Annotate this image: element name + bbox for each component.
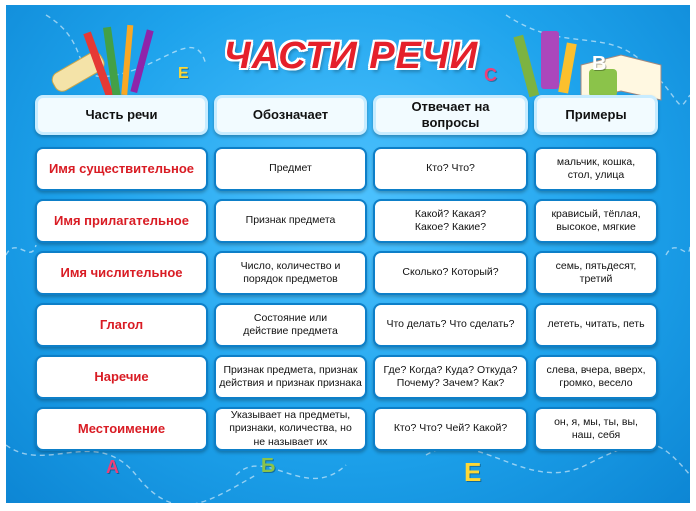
- row-questions: Что делать? Что сделать?: [373, 303, 528, 347]
- poster: [6, 5, 690, 503]
- row-meaning: Признак предмета: [214, 199, 367, 243]
- row-part-name: Имя существительное: [35, 147, 208, 191]
- row-part-name: Наречие: [35, 355, 208, 399]
- header-questions: Отвечает на вопросы: [373, 95, 528, 135]
- header-meaning: Обозначает: [214, 95, 367, 135]
- row-meaning: Число, количество и порядок предметов: [214, 251, 367, 295]
- header-examples: Примеры: [534, 95, 658, 135]
- decorative-letter: Б: [261, 455, 276, 477]
- decorative-letter: А: [106, 457, 119, 477]
- page-title: ЧАСТИ РЕЧИ: [223, 35, 479, 77]
- decorative-letter: С: [484, 65, 497, 85]
- row-examples: лететь, читать, петь: [534, 303, 658, 347]
- row-part-name: Глагол: [35, 303, 208, 347]
- row-questions: Где? Когда? Куда? Откуда? Почему? Зачем? Как?: [373, 355, 528, 399]
- row-questions: Кто? Что?: [373, 147, 528, 191]
- row-part-name: Имя прилагательное: [35, 199, 208, 243]
- decorative-letter: Е: [464, 457, 482, 487]
- row-examples: крависый, тёплая, высокое, мягкие: [534, 199, 658, 243]
- row-part-name: Имя числительное: [35, 251, 208, 295]
- row-examples: слева, вчера, вверх, громко, весело: [534, 355, 658, 399]
- row-questions: Кто? Что? Чей? Какой?: [373, 407, 528, 451]
- scroll-and-pencils-illustration: [46, 23, 166, 103]
- row-examples: семь, пятьдесят, третий: [534, 251, 658, 295]
- book-and-markers-illustration: [501, 25, 681, 105]
- row-meaning: Предмет: [214, 147, 367, 191]
- row-part-name: Местоимение: [35, 407, 208, 451]
- row-meaning: Состояние или действие предмета: [214, 303, 367, 347]
- row-examples: мальчик, кошка, стол, улица: [534, 147, 658, 191]
- decorative-letter: В: [592, 53, 607, 75]
- row-questions: Какой? Какая? Какое? Какие?: [373, 199, 528, 243]
- row-meaning: Указывает на предметы, признаки, количества, но не называет их: [214, 407, 367, 451]
- row-examples: он, я, мы, ты, вы, наш, себя: [534, 407, 658, 451]
- decorative-letter: Е: [178, 65, 189, 82]
- header-part-of-speech: Часть речи: [35, 95, 208, 135]
- row-questions: Сколько? Который?: [373, 251, 528, 295]
- row-meaning: Признак предмета, признак действия и признак признака: [214, 355, 367, 399]
